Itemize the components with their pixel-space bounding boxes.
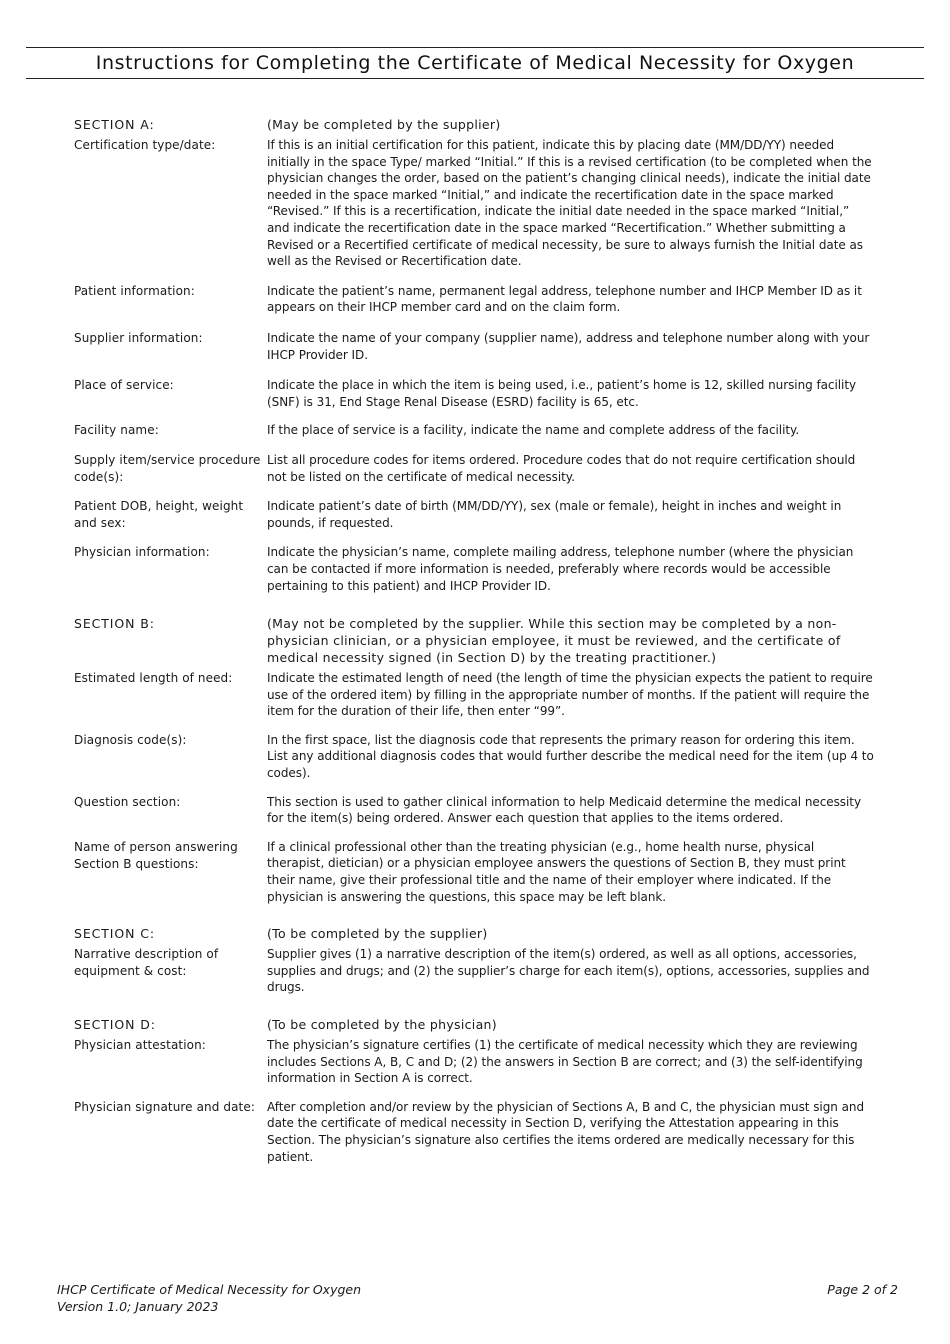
desc-patient-dob: Indicate patient’s date of birth (MM/DD/YY), sex (male or female), height in inches and weight in pounds, if requested. <box>267 499 842 530</box>
label-diagnosis-codes: Diagnosis code(s): <box>74 732 187 747</box>
row-place-of-service <box>74 377 874 410</box>
desc-procedure-codes: List all procedure codes for items ordered. Procedure codes that do not require certification should not be listed on the certificate of medical necessity. <box>267 453 856 484</box>
desc-narrative-description: Supplier gives (1) a narrative description of the item(s) ordered, as well as all options, accessories, supplies and drugs; and (2) the supplier’s charge for each item(s), options, accessories, supplies and drugs. <box>267 947 870 995</box>
section-b-note: (May not be completed by the supplier. While this section may be completed by a non-physician clinician, or a physician employee, it must be reviewed, and the certificate of medical necessity signed (in Section D) by the treating practitioner.) <box>267 616 841 666</box>
row-supplier-information <box>74 330 874 363</box>
footer-version: Version 1.0; January 2023 <box>57 1299 219 1314</box>
row-question-section <box>74 794 874 827</box>
section-d-label: SECTION D: <box>74 1017 156 1032</box>
section-d-heading-row <box>74 1016 874 1033</box>
label-length-of-need: Estimated length of need: <box>74 671 233 686</box>
row-physician-information <box>74 544 874 594</box>
row-narrative-description <box>74 946 874 996</box>
label-person-answering: Name of person answering Section B questions: <box>74 839 238 871</box>
label-narrative-description: Narrative description of equipment & cost: <box>74 947 219 979</box>
desc-physician-attestation: The physician’s signature certifies (1) the certificate of medical necessity which they are reviewing includes Sections A, B, C and D; (2) the answers in Section B are correct; and (3) the self-identifying information in Section A is correct. <box>267 1038 863 1086</box>
desc-supplier-information: Indicate the name of your company (supplier name), address and telephone number along with your IHCP Provider ID. <box>267 330 870 362</box>
instructions-table <box>74 116 874 1165</box>
label-certification-type: Certification type/date: <box>74 138 216 152</box>
row-facility-name <box>74 422 874 439</box>
row-patient-dob <box>74 498 874 532</box>
title-bar <box>26 47 924 79</box>
label-physician-attestation: Physician attestation: <box>74 1038 206 1052</box>
desc-diagnosis-codes: In the first space, list the diagnosis code that represents the primary reason for ordering this item. List any additional diagnosis codes that would further describe the medical need for the item (up 4 to codes). <box>267 732 874 781</box>
page-title: Instructions for Completing the Certificate of Medical Necessity for Oxygen <box>95 52 855 74</box>
label-supplier-information: Supplier information: <box>74 330 203 345</box>
row-person-answering <box>74 839 874 905</box>
section-b-heading-row <box>74 615 874 666</box>
desc-facility-name: If the place of service is a facility, indicate the name and complete address of the facility. <box>267 423 800 438</box>
desc-physician-information: Indicate the physician’s name, complete mailing address, telephone number (where the physician can be contacted if more information is needed, preferably where records would be accessible pertaining to this patient) and IHCP Provider ID. <box>267 545 854 593</box>
label-patient-dob: Patient DOB, height, weight and sex: <box>74 499 244 531</box>
desc-person-answering: If a clinical professional other than the treating physician (e.g., home health nurse, physical therapist, dietician) or a physician employee answers the questions of Section B, they must print their name, give their professional title and the name of their employer where indicated. If the physician is answering the questions, this space may be left blank. <box>267 839 846 904</box>
label-physician-signature: Physician signature and date: <box>74 1099 255 1114</box>
row-patient-information <box>74 283 874 316</box>
section-a-label: SECTION A: <box>74 117 155 132</box>
section-a-note: (May be completed by the supplier) <box>267 117 501 132</box>
label-place-of-service: Place of service: <box>74 378 174 393</box>
desc-length-of-need: Indicate the estimated length of need (the length of time the physician expects the patient to require use of the ordered item) by filling in the appropriate number of months. If the patient will require the item for the duration of their life, then enter “99”. <box>267 671 873 719</box>
section-a-heading-row <box>74 116 874 133</box>
row-physician-signature <box>74 1099 874 1165</box>
label-question-section: Question section: <box>74 794 181 809</box>
row-length-of-need <box>74 670 874 720</box>
row-certification-type <box>74 137 874 270</box>
section-c-note: (To be completed by the supplier) <box>267 926 488 942</box>
section-c-heading-row <box>74 925 874 942</box>
row-diagnosis-codes <box>74 732 874 782</box>
label-facility-name: Facility name: <box>74 423 159 438</box>
label-procedure-codes: Supply item/service procedure code(s): <box>74 453 261 485</box>
label-patient-information: Patient information: <box>74 283 195 298</box>
desc-place-of-service: Indicate the place in which the item is being used, i.e., patient’s home is 12, skilled nursing facility (SNF) is 31, End Stage Renal Disease (ESRD) facility is 65, etc. <box>267 378 857 409</box>
row-procedure-codes <box>74 452 874 486</box>
footer-page-number: Page 2 of 2 <box>827 1282 898 1297</box>
footer-document-info <box>57 1281 361 1315</box>
footer-form-name: IHCP Certificate of Medical Necessity for Oxygen <box>57 1282 362 1297</box>
row-physician-attestation <box>74 1037 874 1087</box>
section-d-note: (To be completed by the physician) <box>267 1017 497 1032</box>
desc-certification-type: If this is an initial certification for this patient, indicate this by placing date (MM/DD/YY) needed initially in the space Type/ marked “Initial.” If this is a revised certification (to be completed when the physician changes the order, based on the patient’s changing clinical needs), indicate the initial date needed in the space marked “Initial,” and indicate the recertification date in the space marked “Revised.” If this is a recertification, indicate the initial date needed in the space marked “Initial,” and indicate the recertification date in the space marked “Recertification.” Whether submitting a Revised or a Recertified certificate of medical necessity, be sure to always furnish the Initial date as well as the Revised or Recertification date. <box>267 138 872 269</box>
section-c-label: SECTION C: <box>74 926 155 942</box>
desc-patient-information: Indicate the patient’s name, permanent legal address, telephone number and IHCP Member ID as it appears on their IHCP member card and on the claim form. <box>267 283 862 315</box>
section-b-label: SECTION B: <box>74 616 155 632</box>
desc-physician-signature: After completion and/or review by the physician of Sections A, B and C, the physician must sign and date the certificate of medical necessity in Section D, verifying the Attestation appearing in this Section. The physician’s signature also certifies the items ordered are medically necessary for this patient. <box>267 1099 865 1164</box>
label-physician-information: Physician information: <box>74 545 210 560</box>
desc-question-section: This section is used to gather clinical information to help Medicaid determine the medical necessity for the item(s) being ordered. Answer each question that applies to the items ordered. <box>267 794 861 826</box>
